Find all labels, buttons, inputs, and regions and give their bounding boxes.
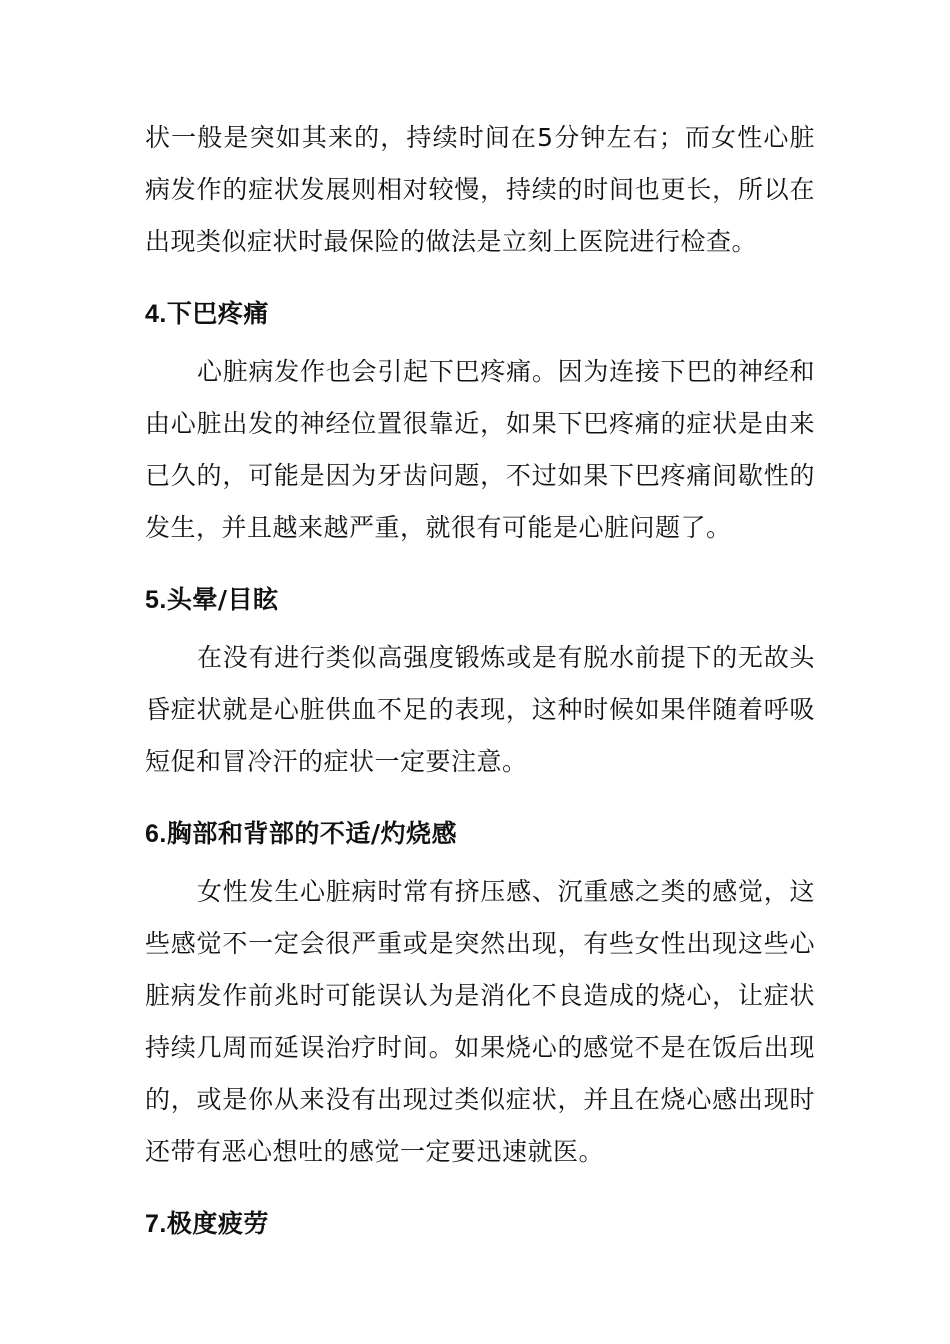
section-paragraph-dizziness: 在没有进行类似高强度锻炼或是有脱水前提下的无故头昏症状就是心脏供血不足的表现，这种时候如果伴随着呼吸短促和冒冷汗的症状一定要注意。 — [145, 643, 815, 776]
section-heading-dizziness — [145, 574, 815, 626]
continuation-paragraph: 状一般是突如其来的，持续时间在5分钟左右；而女性心脏病发作的症状发展则相对较慢，持续的时间也更长，所以在出现类似症状时最保险的做法是立刻上医院进行检查。 — [145, 123, 815, 256]
section-heading-chest-back-discomfort — [145, 808, 815, 860]
section-number: 5. — [145, 586, 167, 614]
section-number: 4. — [145, 300, 167, 328]
section-title: 下巴疼痛 — [166, 299, 269, 328]
section-paragraph-jaw-pain: 心脏病发作也会引起下巴疼痛。因为连接下巴的神经和由心脏出发的神经位置很靠近，如果下巴疼痛的症状是由来已久的，可能是因为牙齿问题，不过如果下巴疼痛间歇性的发生，并且越来越严重，就很有可能是心脏问题了。 — [145, 357, 815, 542]
section-title: 头晕/目眩 — [166, 585, 279, 614]
section-title: 极度疲劳 — [166, 1209, 269, 1238]
section-heading-jaw-pain — [145, 288, 815, 340]
section-title: 胸部和背部的不适/灼烧感 — [166, 819, 457, 848]
section-number: 7. — [145, 1210, 167, 1238]
document-page — [145, 112, 815, 1250]
section-paragraph-chest-back-discomfort: 女性发生心脏病时常有挤压感、沉重感之类的感觉，这些感觉不一定会很严重或是突然出现，有些女性出现这些心脏病发作前兆时可能误认为是消化不良造成的烧心，让症状持续几周而延误治疗时间。如果烧心的感觉不是在饭后出现的，或是你从来没有出现过类似症状，并且在烧心感出现时还带有恶心想吐的感觉一定要迅速就医。 — [145, 877, 815, 1166]
section-heading-extreme-fatigue — [145, 1198, 815, 1250]
section-number: 6. — [145, 820, 167, 848]
